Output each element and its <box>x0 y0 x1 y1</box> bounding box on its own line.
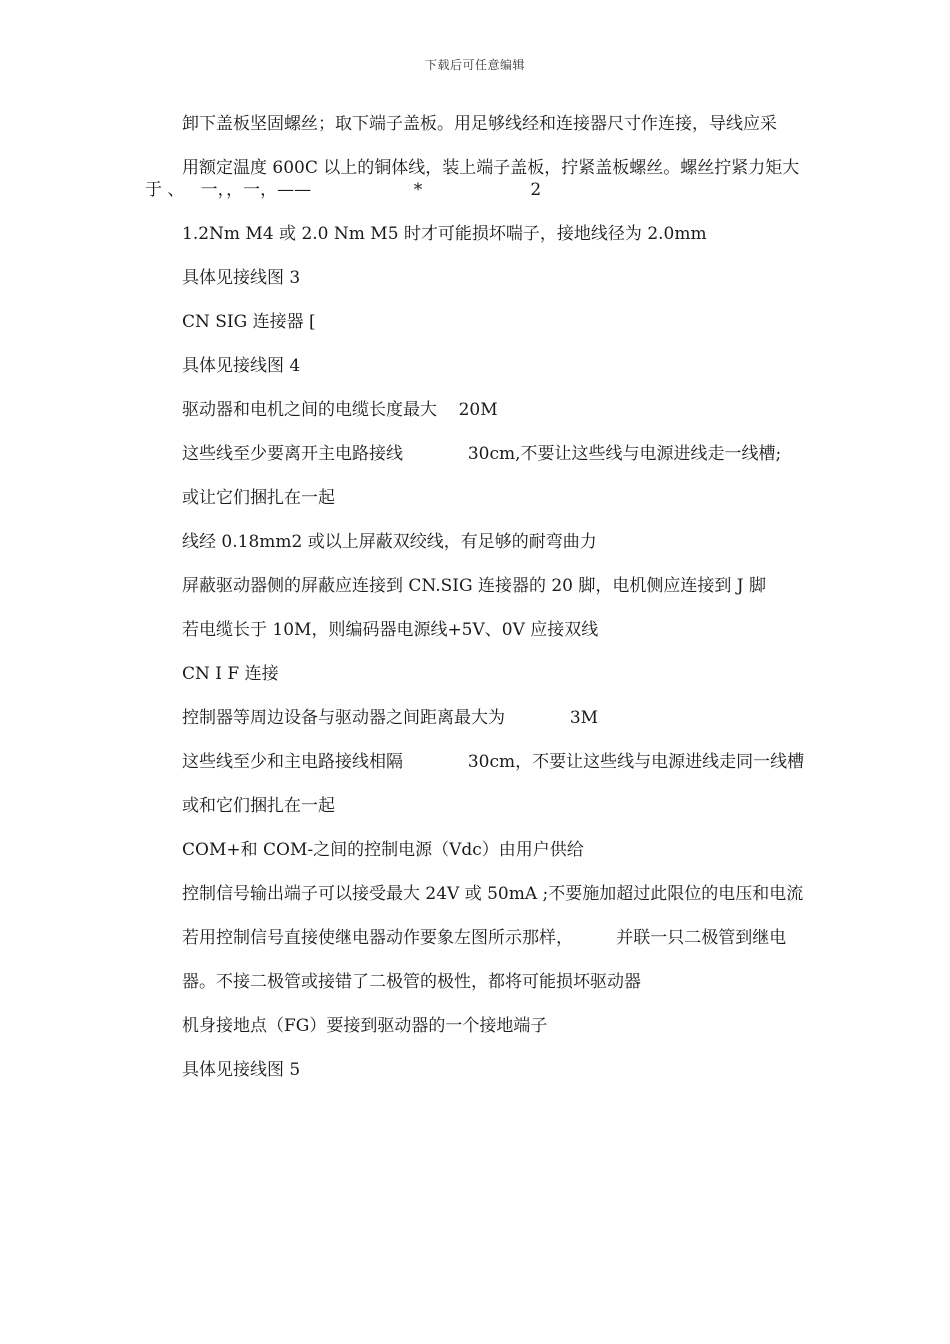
paragraph: 机身接地点（FG）要接到驱动器的一个接地端子 <box>182 1016 548 1036</box>
paragraph: 控制信号输出端子可以接受最大 24V 或 50mA ;不要施加超过此限位的电压和电流 <box>182 884 804 904</box>
paragraph: 若电缆长于 10M，则编码器电源线+5V、0V 应接双线 <box>182 620 599 640</box>
paragraph: 这些线至少和主电路接线相隔 30cm，不要让这些线与电源进线走同一线槽 <box>182 752 805 772</box>
paragraph: CN I F 连接 <box>182 664 279 684</box>
paragraph: 若用控制信号直接使继电器动作要象左图所示那样， 并联一只二极管到继电 <box>182 928 787 948</box>
paragraph: 具体见接线图 3 <box>182 268 301 288</box>
document-body <box>145 113 810 1081</box>
paragraph: 或和它们捆扎在一起 <box>182 796 335 816</box>
paragraph: 驱动器和电机之间的电缆长度最大 20M <box>182 400 498 420</box>
paragraph: 用额定温度 600C 以上的铜体线，装上端子盖板，拧紧盖板螺丝。螺丝拧紧力矩大于 、 一，，一，—— * 2 <box>145 158 800 200</box>
paragraph: 屏蔽驱动器侧的屏蔽应连接到 CN.SIG 连接器的 20 脚，电机侧应连接到 J 脚 <box>182 576 767 596</box>
paragraph: 1.2Nm M4 或 2.0 Nm M5 时才可能损坏喘子，接地线径为 2.0mm <box>182 224 707 244</box>
paragraph: 或让它们捆扎在一起 <box>182 488 335 508</box>
paragraph: 这些线至少要离开主电路接线 30cm,不要让这些线与电源进线走一线槽; <box>182 444 782 464</box>
paragraph: 具体见接线图 5 <box>182 1060 301 1080</box>
page-header: 下载后可任意编辑 <box>424 58 525 72</box>
paragraph: CN SIG 连接器 [ <box>182 312 316 332</box>
paragraph: 器。不接二极管或接错了二极管的极性，都将可能损坏驱动器 <box>182 972 641 992</box>
paragraph: 线经 0.18mm2 或以上屏蔽双绞线，有足够的耐弯曲力 <box>182 532 597 552</box>
paragraph: 卸下盖板坚固螺丝；取下端子盖板。用足够线经和连接器尺寸作连接，导线应采 <box>182 114 777 134</box>
paragraph: COM+和 COM-之间的控制电源（Vdc）由用户供给 <box>182 840 584 860</box>
paragraph: 具体见接线图 4 <box>182 356 301 376</box>
paragraph: 控制器等周边设备与驱动器之间距离最大为 3M <box>182 708 599 728</box>
